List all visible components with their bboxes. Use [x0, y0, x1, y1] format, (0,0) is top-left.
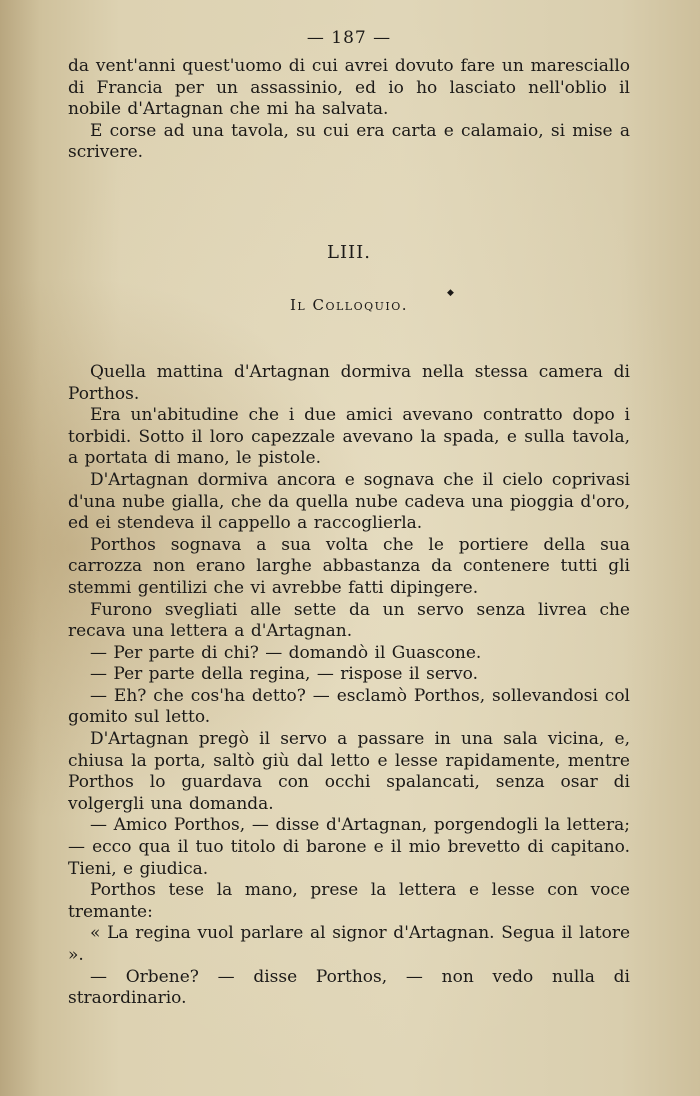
ornament-icon: ◆	[447, 288, 454, 298]
dialog-line: — Per parte della regina, — rispose il servo.	[90, 664, 478, 685]
chapter-body	[68, 362, 630, 1010]
chapter-number: LIII.	[326, 241, 371, 263]
dialog-line: — Eh? che cos'ha detto? — esclamò Porthos, sollevandosi col gomito sul letto.	[68, 685, 630, 728]
paragraph: Porthos tese la mano, prese la lettera e lesse con voce tremante:	[68, 880, 630, 922]
paragraph: Furono svegliati alle sette da un servo senza livrea che recava una lettera a d'Artagnan.	[68, 599, 630, 642]
letter-quote: « La regina vuol parlare al signor d'Artagnan. Segua il latore ».	[68, 923, 630, 965]
paragraph: Quella mattina d'Artagnan dormiva nella stessa camera di Porthos.	[68, 361, 630, 404]
carryover-paragraph-1: da vent'anni quest'uomo di cui avrei dovuto fare un maresciallo di Francia per un assassinio, ed io ho lasciato nell'oblio il nobile d'Artagnan che mi ha salvata.	[68, 56, 630, 120]
paragraph: D'Artagnan pregò il servo a passare in una sala vicina, e, chiusa la porta, saltò giù dal letto e lesse rapidamente, mentre Porthos lo guardava con occhi spalancati, senza osar di volgergli una domanda.	[68, 729, 630, 814]
paragraph: Porthos sognava a sua volta che le portiere della sua carrozza non erano larghe abbastanza da contenere tutti gli stemmi gentilizi che vi avrebbe fatti dipingere.	[68, 534, 630, 598]
book-page	[68, 28, 630, 1010]
paragraph: D'Artagnan dormiva ancora e sognava che il cielo coprivasi d'una nube gialla, che da quella nube cadeva una pioggia d'oro, ed ei stendeva il cappello a raccoglierla.	[68, 469, 630, 534]
carryover-paragraph-2: E corse ad una tavola, su cui era carta e calamaio, si mise a scrivere.	[68, 120, 630, 163]
dialog-line: — Per parte di chi? — domandò il Guascone.	[90, 642, 482, 663]
page-number: — 187 —	[306, 28, 392, 48]
dialog-line: — Amico Porthos, — disse d'Artagnan, porgendogli la lettera; — ecco qua il tuo titolo di barone e il mio brevetto di capitano. Tieni, e giudica.	[68, 815, 630, 879]
dialog-line: — Orbene? — disse Porthos, — non vedo nulla di straordinario.	[68, 966, 630, 1009]
paragraph: Era un'abitudine che i due amici avevano contratto dopo i torbidi. Sotto il loro capezzale avevano la spada, e sulla tavola, a portata di mano, le pistole.	[68, 405, 630, 469]
chapter-title: Il Colloquio.	[289, 295, 409, 314]
